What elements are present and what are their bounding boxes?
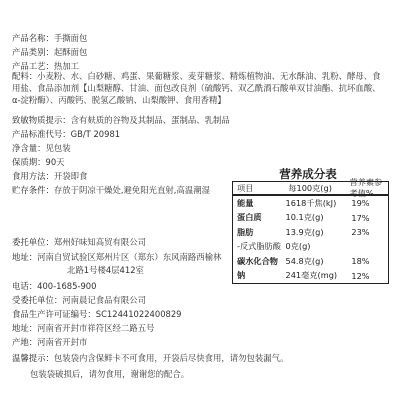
license-row bbox=[12, 308, 182, 320]
allergen-row bbox=[12, 114, 230, 126]
nutrition-header-row bbox=[233, 177, 388, 198]
nutrient-value: 13.9克(g) bbox=[285, 226, 324, 237]
net-content-value: 见包装 bbox=[45, 143, 71, 153]
nutrient-value: 54.8克(g) bbox=[285, 255, 324, 266]
net-content-label: 净含量： bbox=[12, 143, 46, 153]
net-content-row bbox=[12, 142, 71, 154]
nutrient-value: 10.1克(g) bbox=[285, 212, 324, 223]
product-name-value: 手撕面包 bbox=[53, 33, 88, 43]
nutrient-name: 能量 bbox=[237, 197, 254, 208]
nutrition-table bbox=[232, 177, 389, 284]
nutrient-name: 钠 bbox=[237, 270, 246, 281]
origin-label: 产地： bbox=[12, 337, 38, 347]
nutrient-percent: 12% bbox=[351, 270, 370, 281]
storage-value: 存放于阴凉干燥处,避免阳光直射,高温潮湿 bbox=[53, 185, 210, 195]
allergen-value: 含有麸质的谷物及其制品、蛋制品、乳制品 bbox=[70, 115, 230, 125]
product-name-row bbox=[12, 32, 87, 44]
origin-row bbox=[12, 336, 87, 348]
nutrient-name: 脂肪 bbox=[237, 226, 254, 237]
tips-line2-row bbox=[30, 368, 189, 380]
product-category-row bbox=[12, 46, 87, 58]
ingredients-value: 小麦粉、水、白砂糖、鸡蛋、果葡糖浆、麦芽糖浆、精炼植物油、无水酥油、乳粉、酵母、食用盐、食品添加剂【山梨糖醇、甘油、面包改良剂（硫酸钙、双乙酰酒石酸单双甘油酯、抗坏血酸、α-淀粉酶）、丙酸钙、脱氢乙酸钠、山梨酸钾、食用香精】 bbox=[12, 71, 381, 105]
usage-value: 开袋即食 bbox=[53, 171, 88, 181]
phone-label: 电话： bbox=[12, 281, 38, 291]
product-category-label: 产品类别： bbox=[12, 47, 54, 57]
nutrition-row-energy bbox=[233, 196, 388, 211]
address-row bbox=[12, 251, 221, 263]
nutrient-percent: 19% bbox=[351, 198, 370, 209]
shelf-life-value: 90天 bbox=[45, 157, 65, 167]
usage-row bbox=[12, 170, 87, 182]
address-value-line1: 河南自贸试验区郑州片区（郑东）东风南路西榆林 bbox=[37, 252, 222, 262]
standard-label: 产品标准代号： bbox=[12, 129, 71, 139]
entrust-row bbox=[12, 236, 146, 248]
shelf-life-row bbox=[12, 156, 65, 168]
maker-address-label: 地址： bbox=[12, 323, 38, 333]
storage-label: 贮存条件： bbox=[12, 185, 54, 195]
nutrient-name: 碳水化合物 bbox=[237, 255, 278, 266]
nutrient-value: 1618千焦(kJ) bbox=[285, 197, 337, 208]
license-value: SC12441022400829 bbox=[95, 309, 182, 319]
nutrition-title: 营养成分表 bbox=[279, 167, 337, 181]
nutrition-header-per100g: 每100克(g) bbox=[288, 182, 332, 193]
maker-address-row bbox=[12, 322, 154, 334]
nutrient-value: 241毫克(mg) bbox=[285, 270, 338, 281]
usage-label: 食用方法： bbox=[12, 171, 54, 181]
tips-line2: 包装袋破损后，请勿食用，谢谢您的配合。 bbox=[30, 369, 190, 379]
maker-address-value: 河南省开封市祥符区经二路五号 bbox=[37, 323, 155, 333]
nutrient-percent: 23% bbox=[351, 227, 370, 238]
tips-label: 温馨提示： bbox=[12, 353, 54, 363]
shelf-life-label: 保质期： bbox=[12, 157, 46, 167]
maker-value: 河南晨记食品有限公司 bbox=[62, 295, 146, 305]
maker-row bbox=[12, 294, 146, 306]
nutrition-header-nrv: 营养素参考值% bbox=[349, 177, 383, 198]
product-process-value: 热加工 bbox=[53, 61, 79, 71]
product-process-label: 产品工艺： bbox=[12, 61, 54, 71]
tips-line1: 包装袋内含保鲜卡不可食用，开袋后尽快食用，请勿包装漏气。 bbox=[53, 353, 289, 363]
address-value-line2: 北路1号楼4层412室 bbox=[67, 265, 144, 275]
nutrition-row-protein bbox=[233, 211, 388, 226]
nutrient-name: 蛋白质 bbox=[237, 212, 262, 223]
nutrient-name: -反式脂肪酸 bbox=[237, 241, 281, 252]
license-label: 食品生产许可证编号： bbox=[12, 309, 96, 319]
entrust-value: 郑州好味知高贸有限公司 bbox=[53, 237, 146, 247]
nutrition-row-fat bbox=[233, 225, 388, 240]
product-category-value: 起酥面包 bbox=[53, 47, 88, 57]
maker-label: 受委托单位： bbox=[12, 295, 63, 305]
standard-value: GB/T 20981 bbox=[70, 129, 121, 139]
nutrition-row-sodium bbox=[233, 269, 388, 284]
phone-value: 400-1685-900 bbox=[37, 281, 97, 291]
allergen-label: 致敏物质提示： bbox=[12, 115, 71, 125]
entrust-label: 委托单位： bbox=[12, 237, 54, 247]
tips-row bbox=[12, 352, 288, 364]
nutrition-row-trans-fat bbox=[233, 240, 388, 255]
nutrient-percent: 18% bbox=[351, 256, 370, 267]
nutrition-header-item: 项目 bbox=[237, 182, 254, 193]
ingredients-label: 配料： bbox=[12, 71, 38, 81]
nutrient-percent: 17% bbox=[351, 212, 370, 223]
storage-row bbox=[12, 184, 220, 196]
product-name-label: 产品名称： bbox=[12, 33, 54, 43]
address-label: 地址： bbox=[12, 252, 38, 262]
phone-row bbox=[12, 280, 96, 292]
ingredients-row bbox=[12, 70, 387, 106]
origin-value: 河南省开封市 bbox=[37, 337, 88, 347]
standard-row bbox=[12, 128, 120, 140]
nutrition-row-carbohydrate bbox=[233, 254, 388, 269]
nutrient-value: 0克(g) bbox=[285, 241, 311, 252]
